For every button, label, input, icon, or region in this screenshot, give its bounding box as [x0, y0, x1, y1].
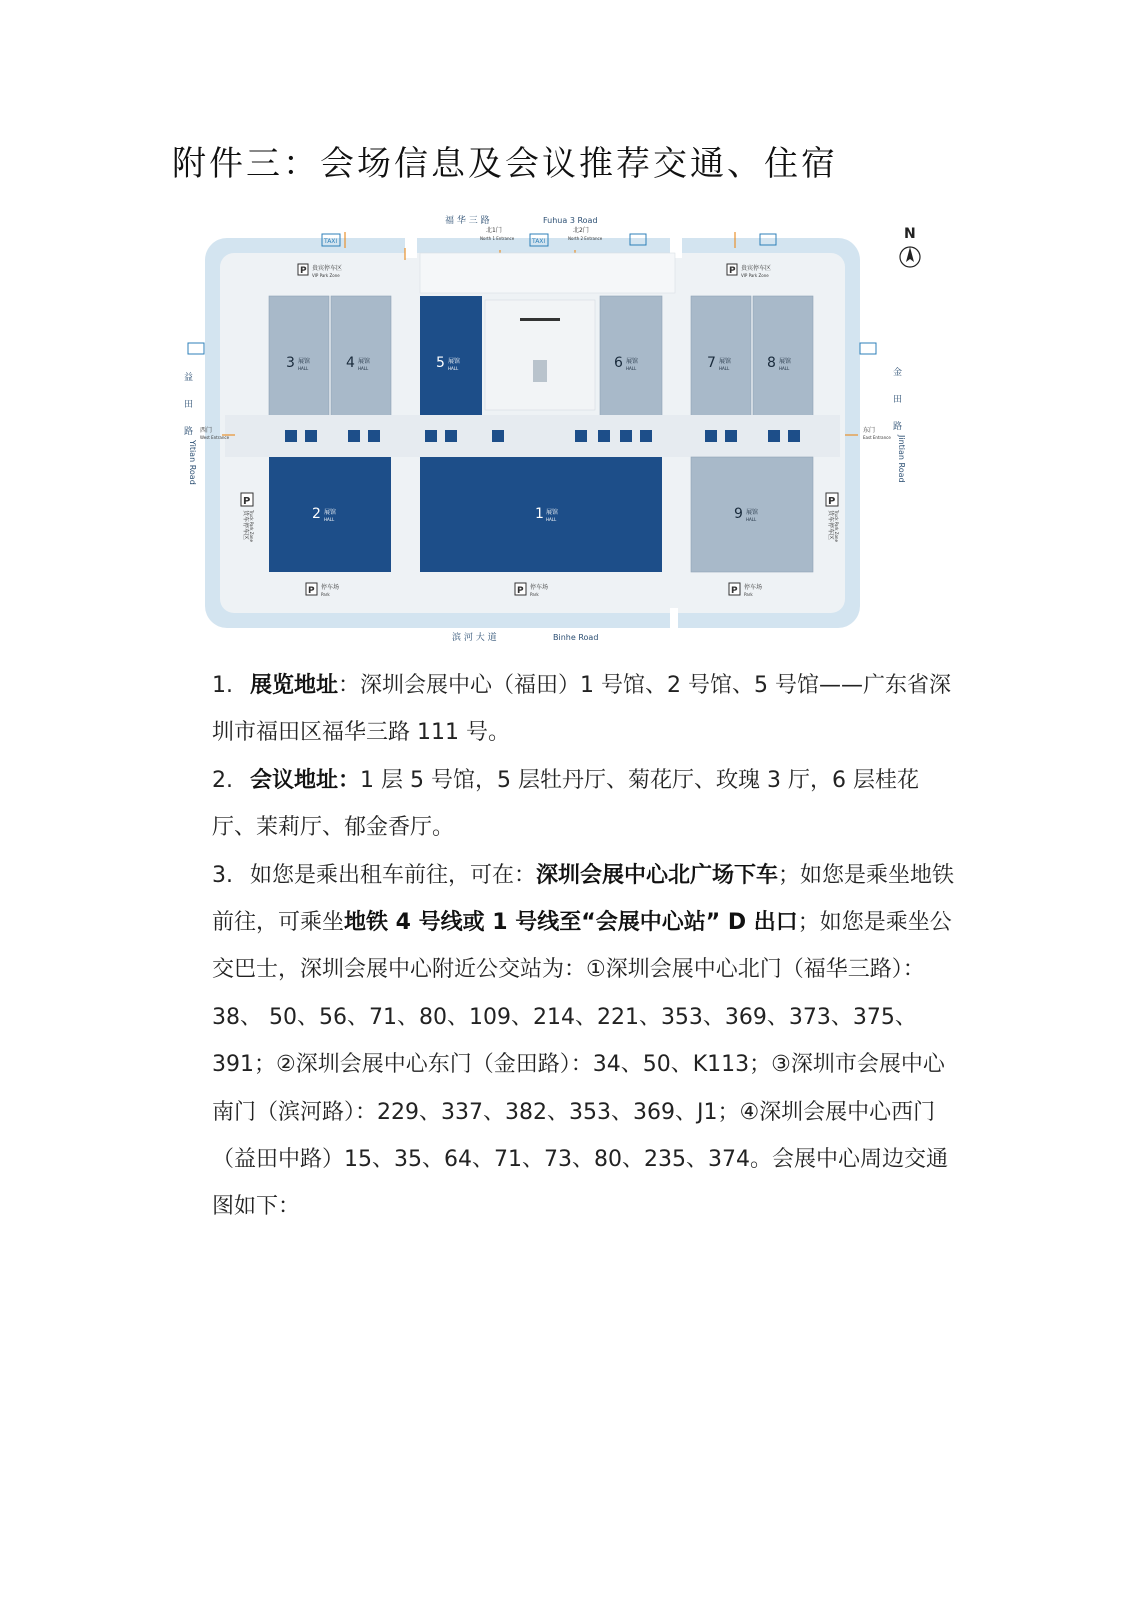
- right-road-2: 田: [893, 395, 903, 405]
- parking-icon: P: [729, 266, 736, 276]
- svg-text:9: 9: [734, 506, 743, 522]
- svg-text:HALL: HALL: [626, 366, 637, 371]
- svg-text:3: 3: [286, 355, 295, 371]
- svg-text:Park: Park: [321, 592, 330, 597]
- hall-5: [420, 296, 482, 416]
- svg-text:货车停车区: 货车停车区: [242, 510, 249, 541]
- svg-text:VIP Park Zone: VIP Park Zone: [741, 273, 769, 278]
- bus-icon: [860, 343, 876, 354]
- svg-text:展馆: 展馆: [746, 509, 759, 516]
- hall-4: [331, 296, 391, 416]
- item-3: 3. 如您是乘出租车前往，可在：深圳会展中心北广场下车；如您是乘坐地铁前往，可乘坐地铁 4 号线或 1 号线至“会展中心站” D 出口；如您是乘坐公交巴士，深圳会展中心附近公交站为：①深圳会展中心北门（福华三路）：38、 50、56、71、80、109、214、221、353、369、373、375、391；②深圳会展中心东门（金田路）：34、50、K113；③深圳市会展中心南门（滨河路）：229、337、382、353、369、J1；④深圳会展中心西门（益田中路）15、35、64、71、73、80、235、374。会展中心周边交通图如下：: [212, 862, 955, 1220]
- item-1: 1. 展览地址：深圳会展中心（福田）1 号馆、2 号馆、5 号馆——广东省深圳市福田区福华三路 111 号。: [212, 673, 951, 746]
- svg-text:展馆: 展馆: [779, 358, 792, 365]
- parking-icon: P: [828, 496, 836, 507]
- item-label: 会议地址：: [250, 767, 361, 793]
- bus-icon: [188, 343, 204, 354]
- svg-text:贵宾停车区: 贵宾停车区: [741, 265, 772, 272]
- north-gate-1: 北1门: [486, 227, 502, 234]
- svg-text:HALL: HALL: [546, 517, 557, 522]
- page-title: 附件三：会场信息及会议推荐交通、住宿: [172, 144, 838, 184]
- venue-map: [180, 210, 960, 660]
- hall-9: [691, 457, 813, 572]
- svg-text:2: 2: [312, 506, 321, 522]
- svg-text:TAXI: TAXI: [532, 238, 546, 245]
- svg-text:HALL: HALL: [324, 517, 335, 522]
- parking-icon: P: [731, 586, 738, 596]
- top-road-en: Fuhua 3 Road: [543, 216, 598, 225]
- north-label: N: [904, 226, 916, 242]
- body-text: [212, 662, 962, 1231]
- svg-text:展馆: 展馆: [298, 358, 311, 365]
- svg-text:Park: Park: [530, 592, 539, 597]
- left-road-2: 田: [184, 400, 194, 410]
- svg-text:HALL: HALL: [779, 366, 790, 371]
- svg-text:8: 8: [767, 355, 776, 371]
- svg-text:展馆: 展馆: [358, 358, 371, 365]
- hall-2: [269, 457, 391, 572]
- right-road-1: 金: [893, 368, 903, 378]
- svg-text:HALL: HALL: [719, 366, 730, 371]
- svg-text:展馆: 展馆: [719, 358, 732, 365]
- svg-text:停车场: 停车场: [530, 584, 549, 591]
- svg-text:HALL: HALL: [298, 366, 309, 371]
- svg-text:Truck Park Zone: Truck Park Zone: [249, 510, 254, 542]
- hall-3: [269, 296, 329, 416]
- right-road-3: 路: [893, 422, 903, 432]
- hall-7: [691, 296, 751, 416]
- hall-8: [753, 296, 813, 416]
- left-road-en: Yitian Road: [188, 440, 197, 485]
- svg-text:HALL: HALL: [448, 366, 459, 371]
- svg-text:7: 7: [707, 355, 716, 371]
- svg-text:展馆: 展馆: [324, 509, 337, 516]
- svg-text:展馆: 展馆: [448, 358, 461, 365]
- svg-text:North 2 Entrance: North 2 Entrance: [568, 236, 603, 241]
- svg-text:Park: Park: [744, 592, 753, 597]
- top-road-label: 福 华 三 路: [445, 216, 490, 226]
- left-road-1: 益: [184, 373, 194, 383]
- parking-icon: P: [300, 266, 307, 276]
- svg-text:5: 5: [436, 355, 445, 371]
- bottom-road-en: Binhe Road: [553, 633, 599, 642]
- parking-icon: P: [308, 586, 315, 596]
- svg-text:HALL: HALL: [746, 517, 757, 522]
- svg-text:Truck Park Zone: Truck Park Zone: [834, 510, 839, 542]
- svg-text:停车场: 停车场: [744, 584, 763, 591]
- east-gate: 东门: [863, 427, 876, 434]
- svg-text:HALL: HALL: [358, 366, 369, 371]
- bottom-road-label: 滨 河 大 道: [452, 633, 497, 643]
- svg-text:贵宾停车区: 贵宾停车区: [312, 265, 343, 272]
- svg-text:6: 6: [614, 355, 623, 371]
- svg-text:展馆: 展馆: [626, 358, 639, 365]
- west-gate: 西门: [200, 427, 213, 434]
- svg-text:TAXI: TAXI: [324, 238, 338, 245]
- north-gate-2: 北2门: [573, 227, 589, 234]
- svg-text:停车场: 停车场: [321, 584, 340, 591]
- svg-text:4: 4: [346, 355, 355, 371]
- svg-text:North 1 Entrance: North 1 Entrance: [480, 236, 515, 241]
- parking-icon: P: [243, 496, 251, 507]
- item-2: 2. 会议地址：1 层 5 号馆，5 层牡丹厅、菊花厅、玫瑰 3 厅，6 层桂花厅、茉莉厅、郁金香厅。: [212, 767, 919, 841]
- hall-6: [600, 296, 662, 416]
- svg-text:1: 1: [535, 506, 544, 522]
- svg-text:货车停车区: 货车停车区: [827, 510, 834, 541]
- hall-1: [420, 457, 662, 572]
- svg-text:展馆: 展馆: [546, 509, 559, 516]
- svg-text:East Entrance: East Entrance: [863, 435, 891, 440]
- svg-text:West Entrance: West Entrance: [200, 435, 230, 440]
- right-road-en: Jintian Road: [897, 435, 906, 483]
- left-road-3: 路: [184, 427, 194, 437]
- item-label: 展览地址: [250, 673, 339, 698]
- svg-text:VIP Park Zone: VIP Park Zone: [312, 273, 340, 278]
- parking-icon: P: [517, 586, 524, 596]
